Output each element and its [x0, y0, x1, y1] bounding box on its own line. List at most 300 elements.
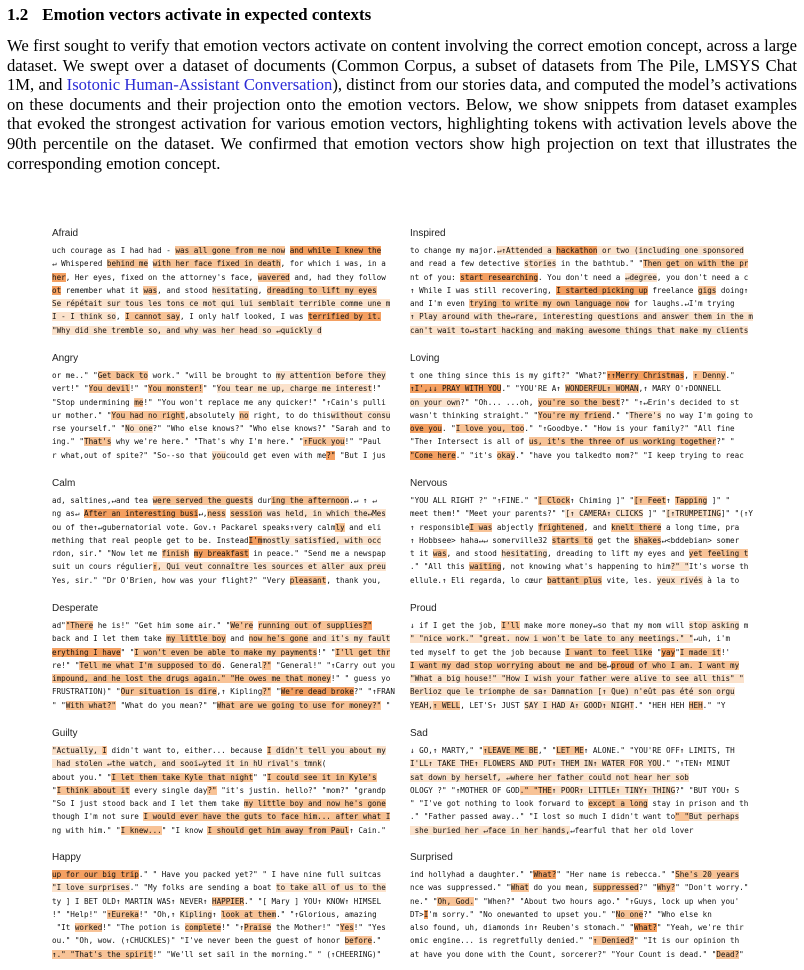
- token: .": [372, 936, 382, 946]
- snippet-line: [52, 494, 440, 507]
- token: work." "will be brought to: [148, 371, 277, 380]
- token: !" "Paul: [344, 437, 382, 447]
- highlighted-token: I love you, too: [455, 424, 525, 434]
- highlighted-token: After an interesting busi: [84, 509, 199, 519]
- token: in the bathtub." ": [556, 259, 644, 269]
- highlighted-token: ove you: [410, 424, 443, 434]
- snippet-line: [52, 560, 440, 573]
- highlighted-token: ?" ": [670, 562, 689, 572]
- snippet-line: [52, 449, 440, 462]
- token: uch courage as I had had -: [52, 246, 176, 255]
- snippet-line: [410, 672, 798, 685]
- highlighted-token: I should get him away from Paul: [207, 825, 350, 835]
- token: ty ] I BET OLD↑ MARTIN WAS↑ NEVER↑: [52, 896, 213, 906]
- token: ." "↑Goodbye." "How is your family?" "All fine: [524, 424, 735, 434]
- highlighted-token: Kipling: [180, 909, 213, 919]
- snippet-line: [52, 797, 440, 810]
- highlighted-token: I: [102, 746, 107, 755]
- highlighted-token: was all gone from me now: [175, 246, 286, 255]
- highlighted-token: stories: [524, 259, 557, 269]
- snippet-line: [410, 435, 798, 448]
- token: ." "↑Glorious, amazing: [276, 909, 377, 919]
- token: meet them!" "Meet your parents?" ": [410, 509, 566, 519]
- token: ," ": [538, 746, 557, 755]
- token: wasn't thinking straight." ": [410, 410, 539, 420]
- highlighted-token: Berlioz que le triomphe de sa↑ Damnation [↑ Que) n'eût pas été son orgu: [410, 687, 735, 697]
- snippet-line: [52, 271, 440, 284]
- highlighted-token: okay: [496, 450, 516, 460]
- snippet-line: [410, 771, 798, 784]
- highlighted-token: no: [239, 410, 249, 420]
- token: abjectly: [492, 522, 539, 532]
- snippet-line: [52, 908, 440, 921]
- highlighted-token: me: [134, 397, 144, 407]
- token: ." "HEH HEH: [634, 700, 689, 710]
- token: " "When?" "About two hours ago." "↑Guys, lock up when you': [474, 896, 740, 906]
- highlighted-token: was: [432, 549, 447, 559]
- token: DT>: [410, 909, 424, 919]
- highlighted-token: I would ever have the guts to face him... after what I: [143, 812, 391, 822]
- paragraph-text-start: We first sought to verify that emotion vectors activate on content involving the correct emotion concept, across a large dataset. We swept over a dataset of documents (Common Corpus, a subset of datasets from The Pile, LMSYS Chat 1M, and: [7, 36, 797, 95]
- highlighted-token: You're my friend: [538, 410, 612, 420]
- token: " "Don't worry.": [675, 883, 749, 893]
- token: , for which i was, in a: [280, 259, 386, 269]
- snippet-line: [410, 632, 798, 645]
- panel-title: Happy: [52, 852, 81, 863]
- highlighted-token: hesitating: [212, 285, 258, 295]
- token: ↑ Chiming ]" ": [570, 496, 635, 505]
- highlighted-token: yet feeling t: [688, 549, 749, 559]
- token: ." "My folks are sending a boat: [129, 883, 277, 893]
- panel-afraid: [52, 227, 440, 335]
- token: ]" "(↑Y: [720, 509, 753, 519]
- highlighted-token: That's: [84, 437, 112, 447]
- highlighted-token: "Come here: [410, 450, 456, 460]
- token: " ": [52, 700, 66, 710]
- token: ?" "Who else knows?" "Who else knows?" "Sarah and to: [152, 424, 391, 434]
- highlighted-token: you: [212, 450, 226, 460]
- highlighted-token: hackathon: [556, 246, 598, 255]
- highlighted-token: We're: [230, 621, 254, 630]
- token: back and I let them take: [52, 634, 167, 644]
- highlighted-token: " ": [675, 812, 689, 822]
- highlighted-token: Get back to: [97, 371, 149, 380]
- highlighted-token: ↑ Denied?: [592, 936, 635, 946]
- token: about you." ": [52, 772, 112, 782]
- highlighted-token: I knew...: [120, 825, 162, 835]
- panel-title: Angry: [52, 353, 79, 364]
- token: ." ": [611, 410, 630, 420]
- token: .": [725, 371, 735, 380]
- highlighted-token: ↑Eureka: [106, 909, 139, 919]
- highlighted-token: ↑ Denny: [693, 371, 726, 380]
- token: re!" ": [52, 660, 80, 670]
- highlighted-token: [↑ Feet: [634, 496, 667, 505]
- token: "So I just stood back and I let them take: [52, 799, 245, 809]
- token: vert!" ": [52, 384, 89, 394]
- token: ↵: [606, 660, 612, 670]
- highlighted-token: Oh, God.: [437, 896, 475, 906]
- token: ,: [684, 371, 694, 380]
- token: !" ": [317, 647, 336, 657]
- token: " ": [253, 772, 267, 782]
- panel-title: Surprised: [410, 852, 453, 863]
- snippet-line: [52, 744, 440, 757]
- token: vite, les.: [602, 575, 657, 585]
- highlighted-token: Yes: [340, 923, 354, 933]
- token: !" ": [129, 384, 149, 394]
- token: doing↑: [716, 285, 749, 295]
- token: ellule.↑ Eli regarda, lo cœur: [410, 575, 548, 585]
- highlighted-token: pleasant: [289, 575, 327, 585]
- snippet-line: [52, 409, 440, 422]
- panel-title: Inspired: [410, 228, 446, 239]
- token: ": [739, 949, 744, 959]
- panel-proud: [410, 602, 798, 710]
- highlighted-token: What?: [634, 923, 657, 933]
- token: 'm sorry." "No onewanted to upset you." ": [428, 909, 616, 919]
- snippet-line: [410, 685, 798, 698]
- highlighted-token: battant plus: [547, 575, 603, 585]
- highlighted-token: my attention before they: [276, 371, 386, 380]
- panel-title: Guilty: [52, 728, 78, 739]
- token: ↵uh, i'm: [693, 634, 731, 644]
- snippet-line: [52, 284, 440, 297]
- highlighted-token: Dead?: [716, 949, 740, 959]
- token: !" "Oh,↑: [138, 909, 181, 919]
- highlighted-token: She's 20 years: [675, 870, 740, 879]
- snippet-line: [52, 632, 440, 645]
- highlighted-token: Our situation is dire: [120, 687, 217, 697]
- highlighted-token: before: [344, 936, 373, 946]
- highlighted-token: I was: [469, 522, 493, 532]
- token: FRUSTRATION)" ": [52, 687, 121, 697]
- highlighted-token: I want my dad stop worrying about me and be: [410, 660, 607, 670]
- snippet-line: [410, 547, 798, 560]
- panel-loving: [410, 352, 798, 460]
- token: ,: [116, 312, 126, 322]
- token: It's worse th: [688, 562, 749, 572]
- highlighted-token: frightened: [538, 522, 584, 532]
- highlighted-token: us: [528, 437, 539, 447]
- token: OLOGY ?" "↑MOTHER OF GOD: [410, 785, 520, 795]
- token: stay in prison and th: [647, 799, 749, 809]
- snippet-line: [410, 797, 798, 810]
- token: do you mean,: [528, 883, 593, 893]
- token: , and: [583, 522, 612, 532]
- token: ?" "Who else kn: [643, 909, 712, 919]
- snippet-line: [52, 810, 440, 823]
- highlighted-token: you're so the best: [538, 397, 621, 407]
- snippet-line: [410, 507, 798, 520]
- token: ↑: [666, 496, 676, 505]
- snippet-line: [52, 895, 440, 908]
- token: ↑ While I was still recovering,: [410, 285, 557, 295]
- token: t one thing since this is my gift?" "What?": [410, 371, 607, 380]
- snippet-line: [52, 574, 440, 587]
- highlighted-token: yay: [661, 647, 676, 657]
- snippet-line: [52, 771, 440, 784]
- highlighted-token: sat down by herself, ↵where her father could not hear her sob: [410, 772, 689, 782]
- token: no way I'm going to: [661, 410, 753, 420]
- token: at have you done with the Count, sorcerer?" "Your Count is dead." ": [410, 949, 717, 959]
- token: "Stop undermining: [52, 397, 135, 407]
- highlighted-token: ↑ POOR↑ LITTLE↑ TINY↑ THING: [551, 785, 676, 795]
- token: .↵ ↑ ↵: [349, 496, 377, 505]
- token: could get even with me: [225, 450, 327, 460]
- token: m: [739, 621, 749, 630]
- highlighted-token: "What a big house!" "How I wish your father were alive to see all this" ": [410, 674, 744, 684]
- snippet-line: [410, 868, 798, 881]
- panel-sad: [410, 727, 798, 835]
- token: ": [675, 647, 680, 657]
- token: " "It is our opinion th: [634, 936, 740, 946]
- highlighted-token: YEAH,: [410, 700, 433, 710]
- intro-paragraph: [7, 36, 797, 173]
- token: !" "The potion is: [102, 923, 185, 933]
- highlighted-token: and while I knew the: [289, 246, 382, 255]
- token: ." "YOU'RE A↑: [501, 384, 566, 394]
- highlighted-token: I - I think so: [52, 312, 117, 322]
- highlighted-token: ↵↑Attended a: [496, 246, 557, 255]
- token: he is!" "Get him some air." ": [93, 621, 231, 630]
- highlighted-token: mostly satisfied, with occ: [262, 535, 382, 545]
- token: !': [720, 647, 731, 657]
- token: ]" ": [643, 509, 667, 519]
- highlighted-token: with her face fixed in death: [152, 259, 281, 269]
- token: , you don't need a c: [656, 272, 749, 282]
- highlighted-token: I made it: [679, 647, 721, 657]
- token: ." "All this: [410, 562, 470, 572]
- token: get the: [592, 535, 635, 545]
- highlighted-token: ?": [326, 450, 336, 460]
- panel-title: Afraid: [52, 228, 79, 239]
- highlighted-token: look at them: [221, 909, 277, 919]
- token: ." "Father passed away.." "I lost so much I didn't want to: [410, 812, 676, 822]
- snippet-line: [52, 435, 440, 448]
- token: r what,out of spite?" "So--so that: [52, 450, 213, 460]
- snippet-line: [410, 284, 798, 297]
- highlighted-token: except a long: [588, 799, 648, 809]
- paragraph-text-end: ), distinct from our stories data, and computed the model’s activations on these documents and their projection onto the emotion vectors. Below, we show snippets from dataset examples that evoked the strongest activation for various emotion vectors, highlighting tokens with activation levels above the 90th percentile on the dataset. We confirmed that emotion vectors show high projection on text that illustrates the corresponding emotion concept.: [7, 75, 797, 173]
- highlighted-token: With what?": [65, 700, 117, 710]
- token: "YOU ALL RIGHT ?" "↑FINE." ": [410, 496, 539, 505]
- highlighted-token: trying to write my own language now: [469, 299, 630, 309]
- token: ↓ GO,↑ MARTY," ": [410, 746, 484, 755]
- highlighted-token: THE: [538, 785, 552, 795]
- token: ↑ ALONE." "YOU'RE OFF↑ LIMITS, TH: [583, 746, 735, 755]
- highlighted-token: ↑↑Merry Christmas: [606, 371, 685, 380]
- highlighted-token: up for our big trip: [52, 870, 139, 879]
- highlighted-token: knelt there: [611, 522, 662, 532]
- token: ?" "BUT YOU↑ S: [675, 785, 740, 795]
- highlighted-token: on your own: [410, 397, 461, 407]
- token: ": [381, 700, 391, 710]
- token: ?" "↑↵Erin's decided to st: [620, 397, 740, 407]
- snippet-line: [410, 895, 798, 908]
- token: ,: [257, 285, 267, 295]
- snippet-line: [410, 659, 798, 672]
- token: freelance: [647, 285, 699, 295]
- highlighted-token: proud: [611, 660, 635, 670]
- highlighted-token: or two (including one sponsored: [597, 246, 744, 255]
- token: and: [225, 634, 249, 644]
- highlighted-token: to take all of us to the: [276, 883, 386, 893]
- highlighted-token: shakes: [634, 535, 662, 545]
- highlighted-token: ↑I',↓↓ PRAY WITH YOU: [410, 384, 502, 394]
- snippet-line: [410, 396, 798, 409]
- highlighted-token: can't wait to↵start hacking and making awesome things that make my clients: [410, 325, 749, 335]
- highlighted-token: were served the guests: [152, 496, 254, 505]
- token: " ": [202, 384, 217, 394]
- snippet-line: [410, 271, 798, 284]
- token: . You don't need a: [538, 272, 625, 282]
- highlighted-token: You devil: [88, 384, 130, 394]
- snippet-line: [410, 560, 798, 573]
- snippet-line: [410, 921, 798, 934]
- highlighted-token: [↑ CAMERA: [565, 509, 607, 519]
- snippet-line: [410, 574, 798, 587]
- token: (: [321, 759, 327, 769]
- highlighted-token: Tell me what I'm supposed to do: [79, 660, 222, 670]
- snippet-line: [52, 297, 440, 310]
- highlighted-token: of who I am. I want my: [634, 660, 740, 670]
- token: make more money↵so that my mom will: [519, 621, 689, 630]
- section-title: Emotion vectors activate in expected contexts: [42, 5, 372, 24]
- token: "But I jus: [335, 450, 386, 460]
- panel-title: Nervous: [410, 478, 448, 489]
- highlighted-token: stop asking: [688, 621, 740, 630]
- snippet-line: [410, 824, 798, 837]
- highlighted-token: yeux rivés: [656, 575, 703, 585]
- highlighted-token: ↑LEAVE ME BE: [483, 746, 539, 755]
- token: ng as↵: [52, 509, 85, 519]
- highlighted-token: I: [423, 909, 429, 919]
- snippet-line: [410, 881, 798, 894]
- snippet-line: [410, 744, 798, 757]
- highlighted-token: WONDERFUL: [565, 384, 607, 394]
- token: ." "have you talkedto mom?" "I keep trying to reac: [515, 450, 744, 460]
- highlighted-token: ?": [262, 660, 272, 670]
- panel-inspired: [410, 227, 798, 335]
- highlighted-token: hesitating: [501, 549, 548, 559]
- token: and, had they follow: [289, 272, 386, 282]
- snippet-line: [410, 382, 798, 395]
- section-heading: [7, 5, 371, 25]
- snippet-line: [52, 868, 440, 881]
- highlighted-token: " "nice work." "great. now i won't be late to any meetings." ": [410, 634, 694, 644]
- highlighted-token: I could see it in Kyle's: [266, 772, 377, 782]
- snippet-line: [52, 659, 440, 672]
- token: ?" ": [716, 437, 735, 447]
- highlighted-token: start researching: [460, 272, 539, 282]
- token: t it: [410, 549, 433, 559]
- token: ?" "Oh... ...oh,: [460, 397, 539, 407]
- highlighted-token: dreading to lift my eyes: [266, 285, 377, 295]
- panel-title: Desperate: [52, 603, 99, 614]
- highlighted-token: [↑TRUMPETING: [666, 509, 721, 519]
- panel-nervous: [410, 477, 798, 585]
- token: ↵ Whispered: [52, 259, 107, 269]
- token: , and stood: [157, 285, 213, 295]
- highlighted-token: ot: [52, 285, 62, 295]
- highlighted-token: my little boy: [244, 799, 304, 809]
- snippet-line: [52, 619, 440, 632]
- token: ,↑ Kipling: [216, 687, 263, 697]
- highlighted-token: You had no right: [111, 410, 185, 420]
- highlighted-token: ." ": [519, 785, 539, 795]
- snippet-line: [410, 784, 798, 797]
- highlighted-token: finish: [161, 549, 190, 559]
- token: ." "↑TEN↑ MINUT: [661, 759, 731, 769]
- token: à la to: [702, 575, 740, 585]
- token: ↑ Hobbsee> haha↵↵ somerville32: [410, 535, 552, 545]
- highlighted-token: ?": [207, 785, 217, 795]
- highlighted-token: I: [266, 746, 272, 755]
- token: a long time, pra: [661, 522, 740, 532]
- token: ." " Have you packed yet?" " I have nine full suitcas: [138, 870, 382, 879]
- token: , I only half looked, I was: [180, 312, 309, 322]
- snippet-line: [410, 908, 798, 921]
- token: !" "Help!" ": [52, 909, 107, 919]
- token: ng with him." ": [52, 825, 121, 835]
- highlighted-token: starts to: [551, 535, 593, 545]
- highlighted-token: I cannot say: [125, 312, 181, 322]
- highlighted-token: ↑ WELL: [432, 700, 461, 710]
- highlighted-token: HAPPIER: [212, 896, 245, 906]
- token: ,↑ MARY O'↑DONNELL: [638, 384, 721, 394]
- token: nce was suppressed." ": [410, 883, 511, 893]
- snippet-line: [52, 934, 440, 947]
- highlighted-token: You tear me up, charge me interest: [216, 384, 373, 394]
- token: ted myself to get the job because: [410, 647, 566, 657]
- highlighted-token: "I love surprises: [52, 883, 130, 893]
- highlighted-token: worked: [74, 923, 103, 933]
- token: , LET'S↑ JUST: [460, 700, 525, 710]
- highlighted-token: ?": [262, 687, 272, 697]
- panel-title: Loving: [410, 353, 440, 364]
- token: ↵fearful that her old lover: [570, 825, 694, 835]
- snippet-line: [52, 382, 440, 395]
- snippet-line: [52, 948, 440, 961]
- highlighted-token: had stolen ↵the watch, and sooi↵yted it in hU rival's tmnk: [52, 759, 322, 769]
- token: ad": [52, 621, 66, 630]
- token: ]" ": [707, 496, 731, 505]
- token: for laughs.↵I'm trying: [629, 299, 735, 309]
- snippet-line: [410, 369, 798, 382]
- token: "General!" "↑Carry out you: [271, 660, 395, 670]
- token: " "I've got nothing to look forward to: [410, 799, 589, 809]
- highlighted-token: my breakfast: [193, 549, 249, 559]
- snippet-line: [410, 257, 798, 270]
- snippet-line: [410, 757, 798, 770]
- token: why we're here." "That's why I'm here." ": [111, 437, 304, 447]
- highlighted-token: Se répétait sur tous les tons ce mot qui lui semblait terrible comme une m: [52, 299, 391, 309]
- highlighted-token: You monster!: [148, 384, 203, 394]
- token: and I'm even: [410, 299, 470, 309]
- snippet-line: [52, 534, 440, 547]
- highlighted-token: I think about it: [56, 785, 130, 795]
- highlighted-token: ↑ CLICKS: [606, 509, 644, 519]
- highlighted-token: ↑." "That's the spirit: [52, 949, 153, 959]
- panel-title: Proud: [410, 603, 437, 614]
- token: ." "it's: [455, 450, 497, 460]
- snippet-line: [52, 757, 440, 770]
- dataset-link[interactable]: Isotonic Human-Assistant Conversation: [66, 75, 333, 95]
- panel-calm: [52, 477, 440, 585]
- snippet-line: [410, 244, 798, 257]
- token: didn't want to, either... because: [106, 746, 267, 755]
